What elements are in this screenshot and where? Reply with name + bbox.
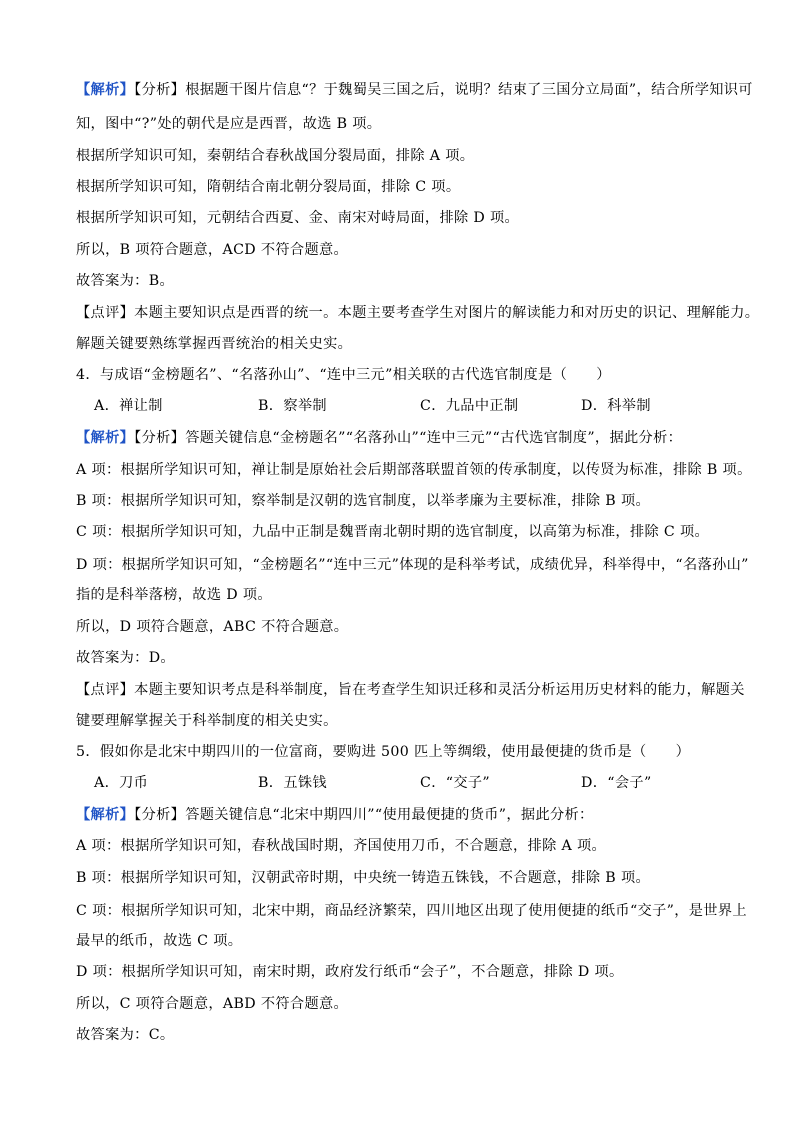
analysis-line: 最早的纸币，故选 C 项。 [76, 933, 243, 949]
option-d: D．科举制 [581, 398, 651, 414]
option-c: C．“交子” [420, 775, 491, 791]
analysis-line: 【解析】【分析】答题关键信息“北宋中期四川”“使用最便捷的货币”，据此分析： [76, 807, 594, 823]
option-b: B．察举制 [258, 398, 327, 414]
analysis-line: 根据所学知识可知，秦朝结合春秋战国分裂局面，排除 A 项。 [76, 148, 475, 164]
answer-line: 故答案为：B。 [76, 273, 175, 289]
analysis-tag: 【解析】 [76, 82, 135, 98]
analysis-line: 所以，C 项符合题意，ABD 不符合题意。 [76, 996, 349, 1012]
answer-line: 故答案为：C。 [76, 1027, 175, 1043]
analysis-line: D 项：根据所学知识可知，“金榜题名”“连中三元”体现的是科举考试，成绩优异，科举得中，“名落孙山” [76, 557, 749, 573]
analysis-line: A 项：根据所学知识可知，春秋战国时期，齐国使用刀币，不合题意，排除 A 项。 [76, 838, 607, 854]
answer-line: 故答案为：D。 [76, 650, 175, 666]
question-5-options [76, 773, 776, 793]
analysis-line: D 项：根据所学知识可知，南宋时期，政府发行纸币“会子”，不合题意，排除 D 项。 [76, 964, 624, 980]
question-5: 5．假如你是北宋中期四川的一位富商，要购进 500 匹上等绸缎，使用最便捷的货币是（ ） [76, 744, 691, 760]
comment-line: 键要理解掌握关于科举制度的相关史实。 [76, 713, 338, 729]
analysis-line: B 项：根据所学知识可知，察举制是汉朝的选官制度，以举孝廉为主要标准，排除 B 项。 [76, 493, 651, 509]
question-4: 4．与成语“金榜题名”、“名落孙山”、“连中三元”相关联的古代选官制度是（ ） [76, 367, 611, 383]
comment-line: 【点评】本题主要知识考点是科举制度，旨在考查学生知识迁移和灵活分析运用历史材料的能力，解题关 [76, 682, 745, 698]
analysis-line: A 项：根据所学知识可知，禅让制是原始社会后期部落联盟首领的传承制度，以传贤为标准，排除 B 项。 [76, 462, 752, 478]
comment-line: 【点评】本题主要知识点是西晋的统一。本题主要考查学生对图片的解读能力和对历史的识记、理解能力。 [76, 305, 760, 321]
analysis-tag: 【解析】 [76, 807, 135, 823]
analysis-line: 根据所学知识可知，隋朝结合南北朝分裂局面，排除 C 项。 [76, 179, 461, 195]
analysis-line: 所以，B 项符合题意，ACD 不符合题意。 [76, 242, 349, 258]
question-4-options [76, 396, 776, 416]
option-d: D．“会子” [581, 775, 652, 791]
analysis-tag: 【解析】 [76, 430, 135, 446]
option-a: A．刀币 [94, 775, 149, 791]
analysis-line: 指的是科举落榜，故选 D 项。 [76, 587, 272, 603]
analysis-line: 所以，D 项符合题意，ABC 不符合题意。 [76, 619, 349, 635]
analysis-line: C 项：根据所学知识可知，北宋中期，商品经济繁荣，四川地区出现了使用便捷的纸币“交子”，是世界上 [76, 903, 747, 919]
option-c: C．九品中正制 [420, 398, 519, 414]
option-a: A．禅让制 [94, 398, 163, 414]
analysis-line: 根据所学知识可知，元朝结合西夏、金、南宋对峙局面，排除 D 项。 [76, 210, 520, 226]
analysis-line: B 项：根据所学知识可知，汉朝武帝时期，中央统一铸造五铢钱，不合题意，排除 B 项。 [76, 870, 651, 886]
analysis-line: C 项：根据所学知识可知，九品中正制是魏晋南北朝时期的选官制度，以高第为标准，排除 C 项。 [76, 524, 710, 540]
option-b: B．五铢钱 [258, 775, 327, 791]
comment-line: 解题关键要熟练掌握西晋统治的相关史实。 [76, 336, 353, 352]
analysis-line: 【解析】【分析】答题关键信息“金榜题名”“名落孙山”“连中三元”“古代选官制度”，据此分析： [76, 430, 683, 446]
analysis-line: 知，图中“?”处的朝代是应是西晋，故选 B 项。 [76, 116, 382, 132]
analysis-line: 【解析】【分析】根据题干图片信息“？于魏蜀吴三国之后，说明？结束了三国分立局面”，结合所学知识可 [76, 82, 753, 98]
